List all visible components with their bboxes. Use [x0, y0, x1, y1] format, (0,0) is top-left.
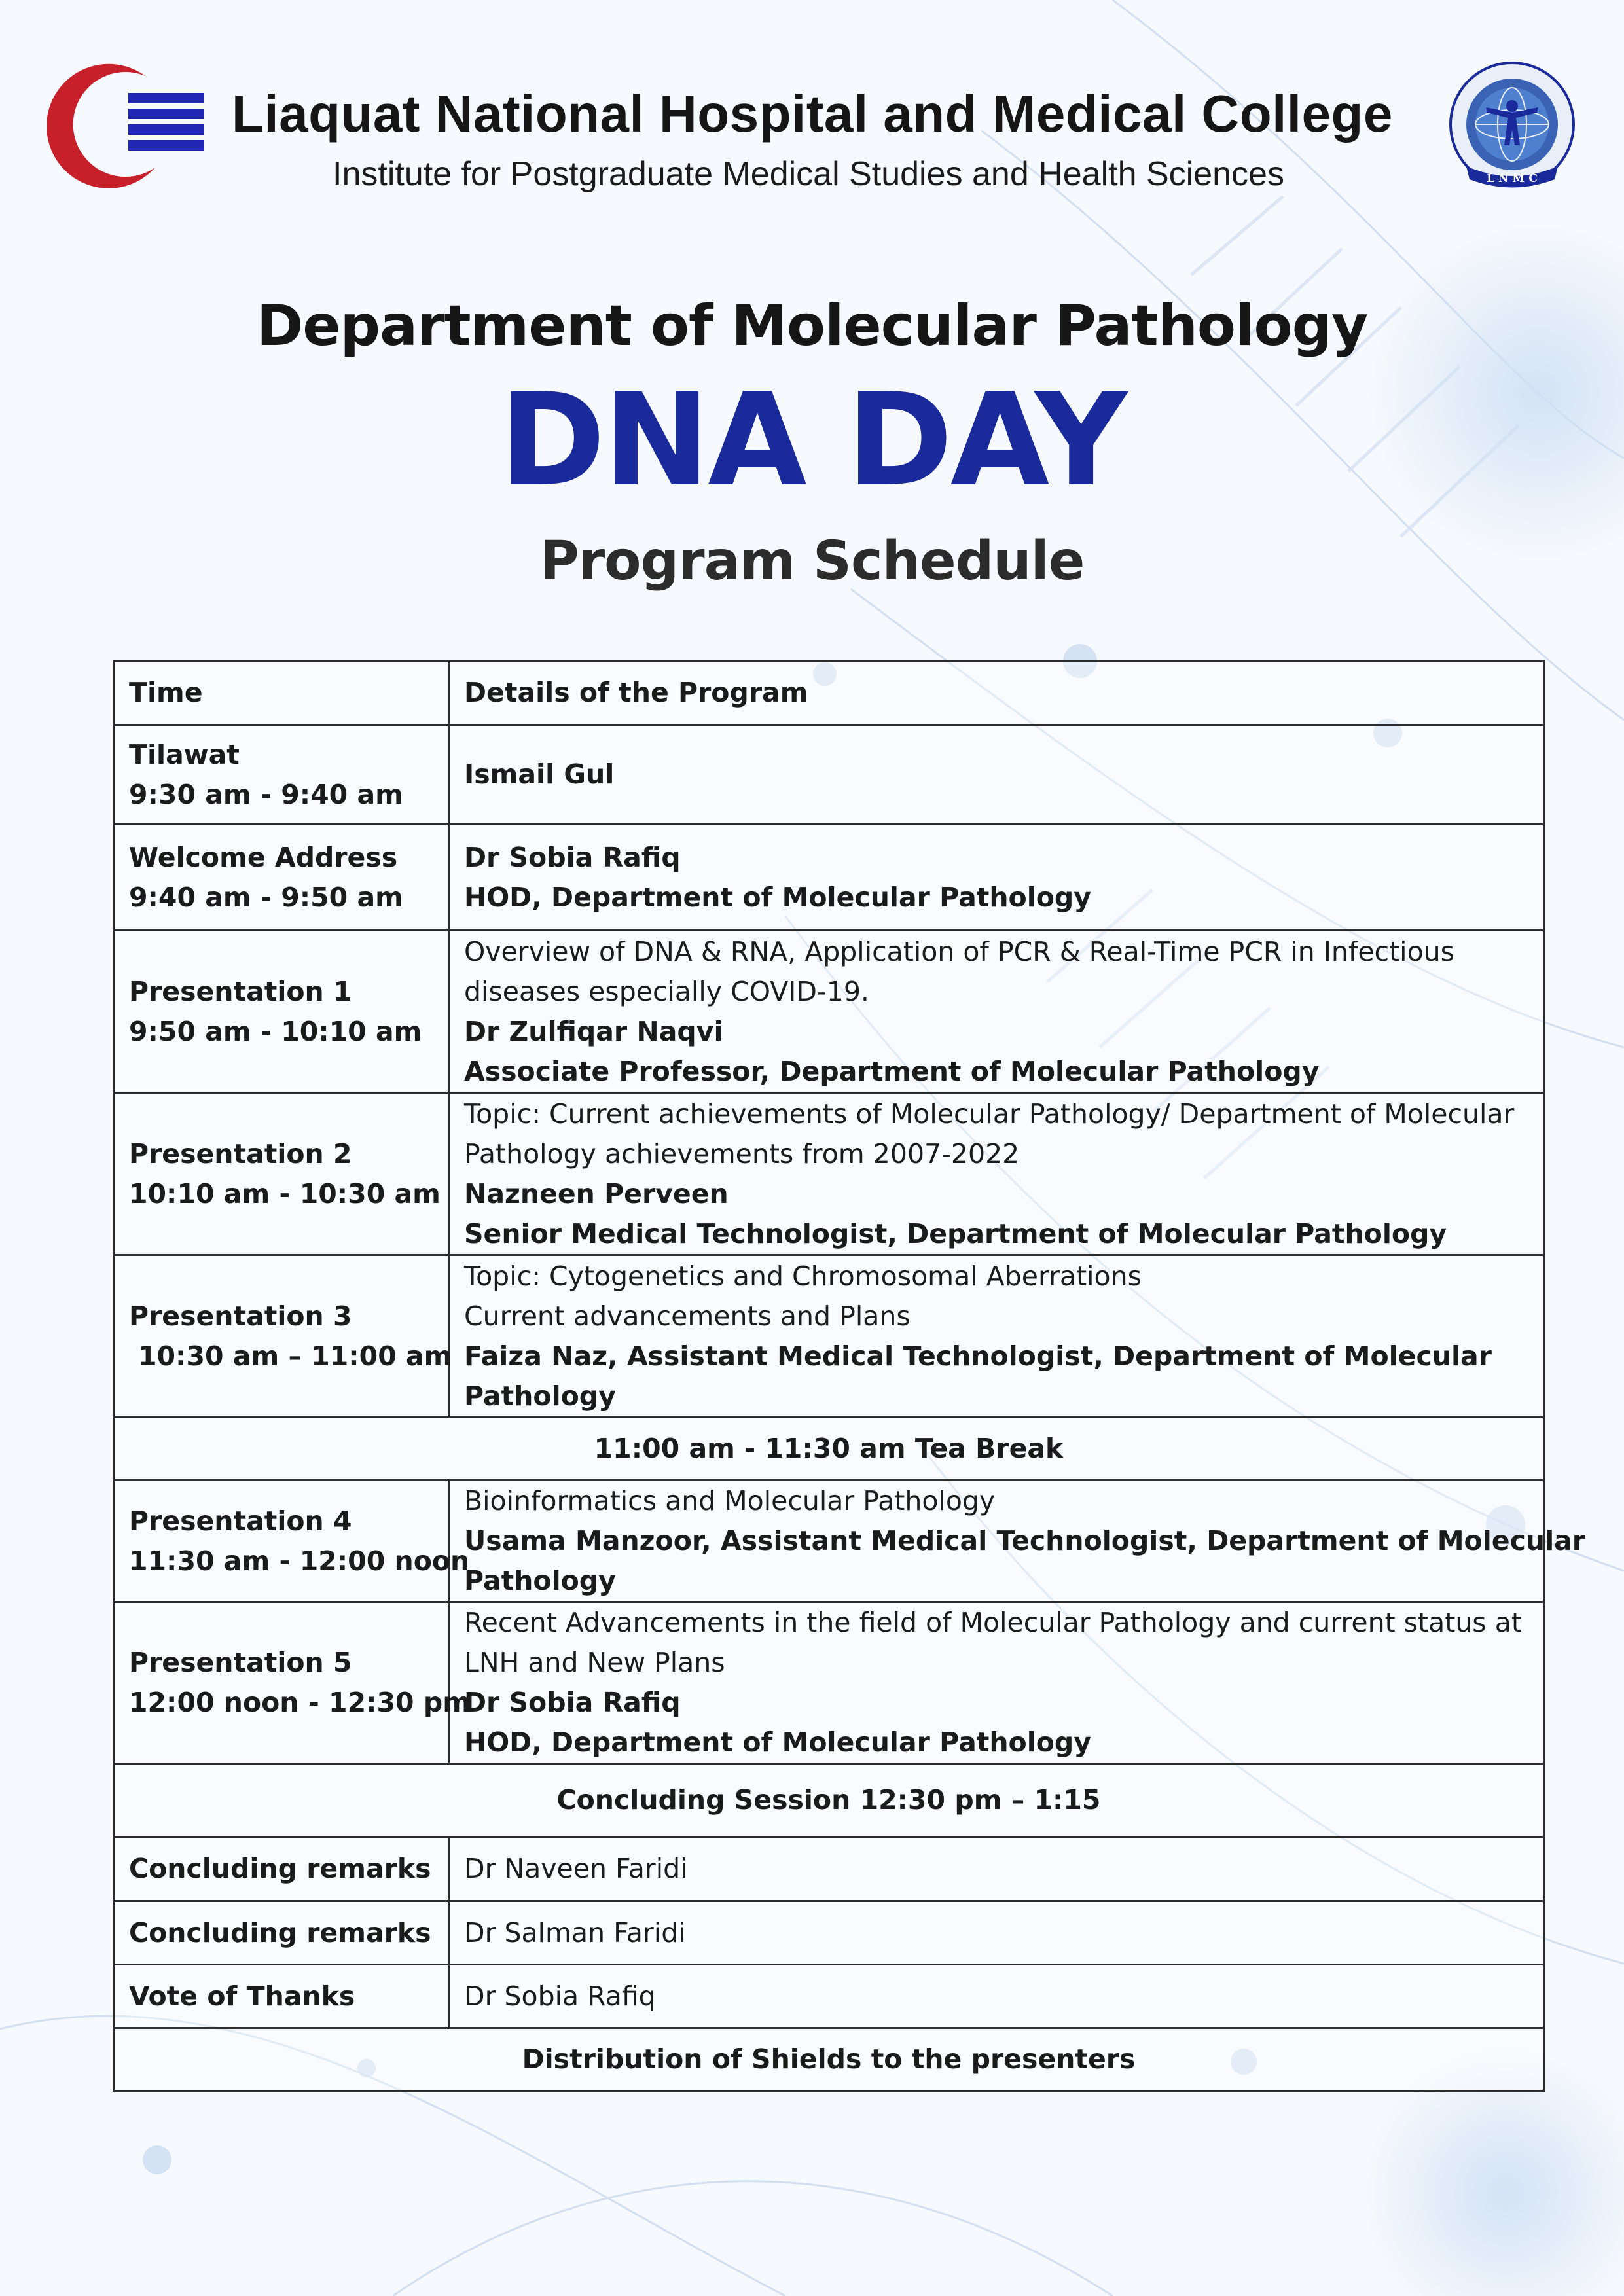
- detail-line: Nazneen Perveen: [464, 1177, 729, 1210]
- concluding-session-cell: Concluding Session 12:30 pm – 1:15: [114, 1764, 1544, 1837]
- college-name: Liaquat National Hospital and Medical College: [232, 84, 1393, 143]
- session-label: Presentation 3: [129, 1300, 352, 1332]
- session-label: Tilawat: [129, 738, 240, 770]
- details-cell: [449, 1480, 1586, 1602]
- table-header-row: [114, 661, 1544, 725]
- time-cell: [114, 825, 449, 931]
- table-row: [114, 1255, 1544, 1418]
- closing-label: Concluding remarks: [114, 1837, 449, 1901]
- closing-name: Dr Salman Faridi: [449, 1901, 1544, 1965]
- detail-line: Dr Zulfiqar Naqvi: [464, 1015, 723, 1047]
- time-cell: [114, 725, 449, 825]
- table-row: [114, 1965, 1544, 2028]
- table-row: [114, 1602, 1544, 1764]
- session-time: 9:40 am - 9:50 am: [129, 881, 403, 913]
- table-row: [114, 1480, 1544, 1602]
- detail-line: HOD, Department of Molecular Pathology: [464, 1727, 1091, 1758]
- tea-break-row: [114, 1418, 1544, 1480]
- program-schedule-table: [113, 660, 1586, 2092]
- closing-label: Concluding remarks: [114, 1901, 449, 1965]
- svg-text:L N M C: L N M C: [1487, 172, 1538, 185]
- session-time: 10:10 am - 10:30 am: [129, 1177, 441, 1210]
- table-row: [114, 825, 1544, 931]
- details-cell: [449, 1093, 1544, 1255]
- tea-break-cell: 11:00 am - 11:30 am Tea Break: [114, 1418, 1544, 1480]
- details-cell: [449, 931, 1544, 1093]
- session-time: 9:50 am - 10:10 am: [129, 1015, 422, 1047]
- detail-line: Topic: Current achievements of Molecular Pathology/ Department of Molecular: [464, 1098, 1515, 1130]
- time-cell: [114, 931, 449, 1093]
- table-row: [114, 1901, 1544, 1965]
- details-cell: [449, 1255, 1544, 1418]
- time-cell: [114, 1480, 470, 1602]
- session-time: 9:30 am - 9:40 am: [129, 778, 403, 810]
- detail-line: Dr Sobia Rafiq: [464, 841, 681, 873]
- detail-line: Dr Sobia Rafiq: [464, 1687, 681, 1718]
- table-header-time: Time: [114, 661, 449, 725]
- detail-line: Senior Medical Technologist, Department of Molecular Pathology: [464, 1217, 1447, 1249]
- department-title: Department of Molecular Pathology: [256, 293, 1368, 359]
- detail-line: Recent Advancements in the field of Molecular Pathology and current status at: [464, 1607, 1522, 1638]
- closing-name: Dr Sobia Rafiq: [449, 1965, 1544, 2028]
- detail-line: Topic: Cytogenetics and Chromosomal Aberrations: [464, 1260, 1142, 1292]
- detail-line: Pathology achievements from 2007-2022: [464, 1138, 1020, 1170]
- session-label: Presentation 5: [129, 1647, 352, 1678]
- event-title: DNA DAY: [499, 366, 1125, 515]
- detail-line: Associate Professor, Department of Molecular Pathology: [464, 1055, 1320, 1087]
- table-header-details: Details of the Program: [449, 661, 1544, 725]
- closing-name: Dr Naveen Faridi: [449, 1837, 1544, 1901]
- detail-line: Overview of DNA & RNA, Application of PCR & Real-Time PCR in Infectious: [464, 935, 1454, 967]
- table-row: [114, 725, 1544, 825]
- detail-line: Usama Manzoor, Assistant Medical Technologist, Department of Molecular: [464, 1525, 1586, 1556]
- session-label: Presentation 4: [129, 1505, 352, 1537]
- time-cell: [114, 1093, 449, 1255]
- detail-line: Faiza Naz, Assistant Medical Technologist, Department of Molecular: [464, 1340, 1492, 1372]
- shields-row: [114, 2028, 1544, 2091]
- time-cell: [114, 1255, 452, 1418]
- detail-line: Pathology: [464, 1380, 616, 1412]
- table-row: [114, 1837, 1544, 1901]
- college-logo-bars-icon: [128, 93, 204, 151]
- detail-line: Current advancements and Plans: [464, 1300, 911, 1332]
- shields-cell: Distribution of Shields to the presenters: [114, 2028, 1544, 2091]
- session-label: Presentation 1: [129, 975, 352, 1007]
- closing-label: Vote of Thanks: [114, 1965, 449, 2028]
- table-row: [114, 931, 1544, 1093]
- details-cell: [449, 725, 1544, 825]
- session-label: Presentation 2: [129, 1138, 352, 1170]
- session-time: 11:30 am - 12:00 noon: [129, 1545, 470, 1577]
- institute-name: Institute for Postgraduate Medical Studies and Health Sciences: [333, 155, 1284, 193]
- details-cell: [449, 825, 1544, 931]
- lnmc-seal-icon: [1447, 62, 1578, 192]
- detail-line: diseases especially COVID-19.: [464, 975, 869, 1007]
- concluding-session-row: [114, 1764, 1544, 1837]
- details-cell: [449, 1602, 1544, 1764]
- session-time: 10:30 am – 11:00 am: [138, 1340, 452, 1372]
- detail-line: HOD, Department of Molecular Pathology: [464, 881, 1091, 913]
- detail-line: Pathology: [464, 1565, 616, 1596]
- time-cell: [114, 1602, 471, 1764]
- session-label: Welcome Address: [129, 841, 398, 873]
- detail-line: Bioinformatics and Molecular Pathology: [464, 1485, 996, 1516]
- detail-line: LNH and New Plans: [464, 1647, 725, 1678]
- detail-line: Ismail Gul: [464, 759, 615, 790]
- table-row: [114, 1093, 1544, 1255]
- session-time: 12:00 noon - 12:30 pm: [129, 1687, 471, 1718]
- program-schedule-title: Program Schedule: [539, 530, 1085, 592]
